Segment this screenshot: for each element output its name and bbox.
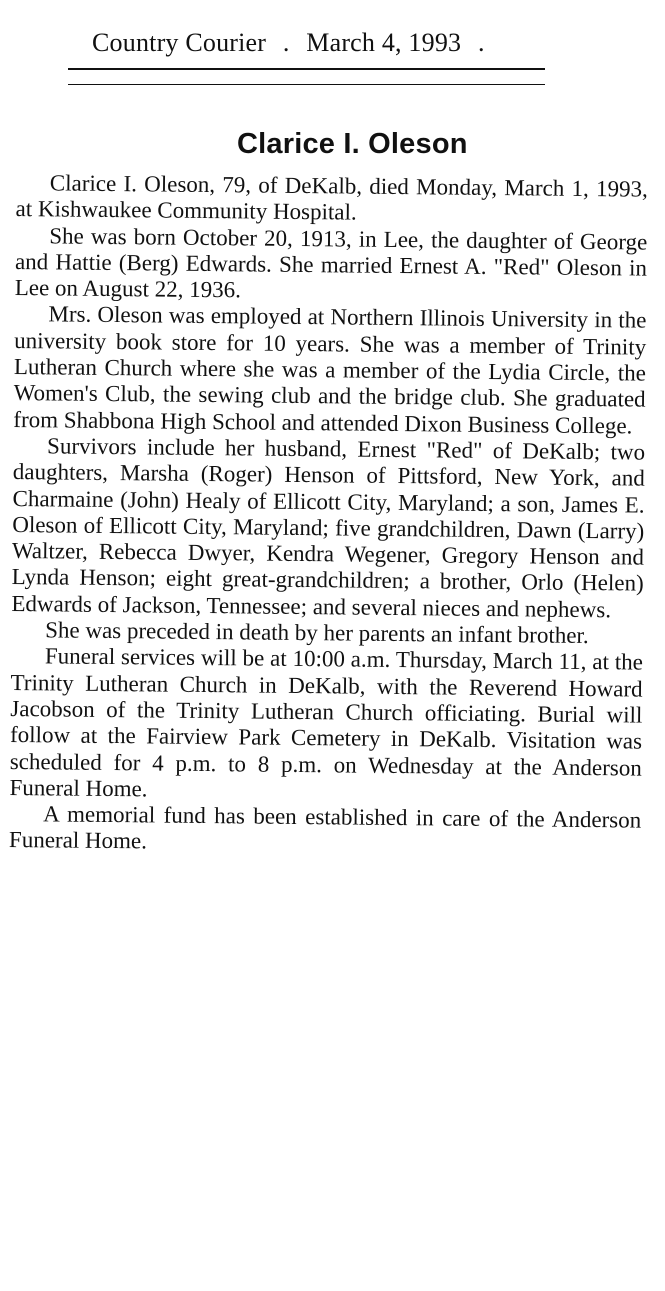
paragraph-memorial: A memorial fund has been established in care of the Anderson Funeral Home. — [8, 801, 642, 854]
header-rule-top — [68, 68, 545, 70]
paragraph-birth-marriage: She was born October 20, 1913, in Lee, the daughter of George and Hattie (Berg) Edwards. She married Ernest A. "Red" Oleson in Lee on August 22, 1936. — [14, 222, 648, 303]
newspaper-header — [92, 28, 495, 58]
paragraph-funeral: Funeral services will be at 10:00 a.m. Thursday, March 11, at the Trinity Lutheran Church in DeKalb, with the Reverend Howard Jacobson of the Trinity Lutheran Church officiating. Burial will follow at the Fairview Park Cemetery in DeKalb. Visitation was scheduled for 4 p.m. to 8 p.m. on Wednesday at the Anderson Funeral Home. — [9, 643, 644, 802]
paragraph-employment: Mrs. Oleson was employed at Northern Illinois University in the university book store for 10 years. She was a member of Trinity Lutheran Church where she was a member of the Lydia Circle, the Women's Club, the sewing club and the bridge club. She graduated from Shabbona High School and attended Dixon Business College. — [13, 301, 647, 439]
paragraph-death-notice: Clarice I. Oleson, 79, of DeKalb, died Monday, March 1, 1993, at Kishwaukee Community Hospital. — [15, 170, 648, 225]
publication-date: March 4, 1993 — [306, 28, 462, 57]
header-end-mark: . — [477, 28, 485, 57]
obituary-headline: Clarice I. Oleson — [237, 128, 468, 160]
publication-name: Country Courier — [92, 28, 267, 57]
header-separator: . — [282, 28, 290, 57]
obituary-body — [9, 170, 648, 860]
paragraph-survivors: Survivors include her husband, Ernest "Red" of DeKalb; two daughters, Marsha (Roger) Henson of Pittsford, New York, and Charmaine (John) Healy of Ellicott City, Maryland; a son, James E. Oleson of Ellicott City, Maryland; five grandchildren, Dawn (Larry) Waltzer, Rebecca Dwyer, Kendra Wegener, Gregory Henson and Lynda Henson; eight great-grandchildren; a brother, Orlo (Helen) Edwards of Jackson, Tennessee; and several nieces and nephews. — [11, 433, 646, 623]
header-rule-bottom — [68, 84, 545, 85]
paragraph-preceded: She was preceded in death by her parents an infant brother. — [45, 617, 589, 649]
